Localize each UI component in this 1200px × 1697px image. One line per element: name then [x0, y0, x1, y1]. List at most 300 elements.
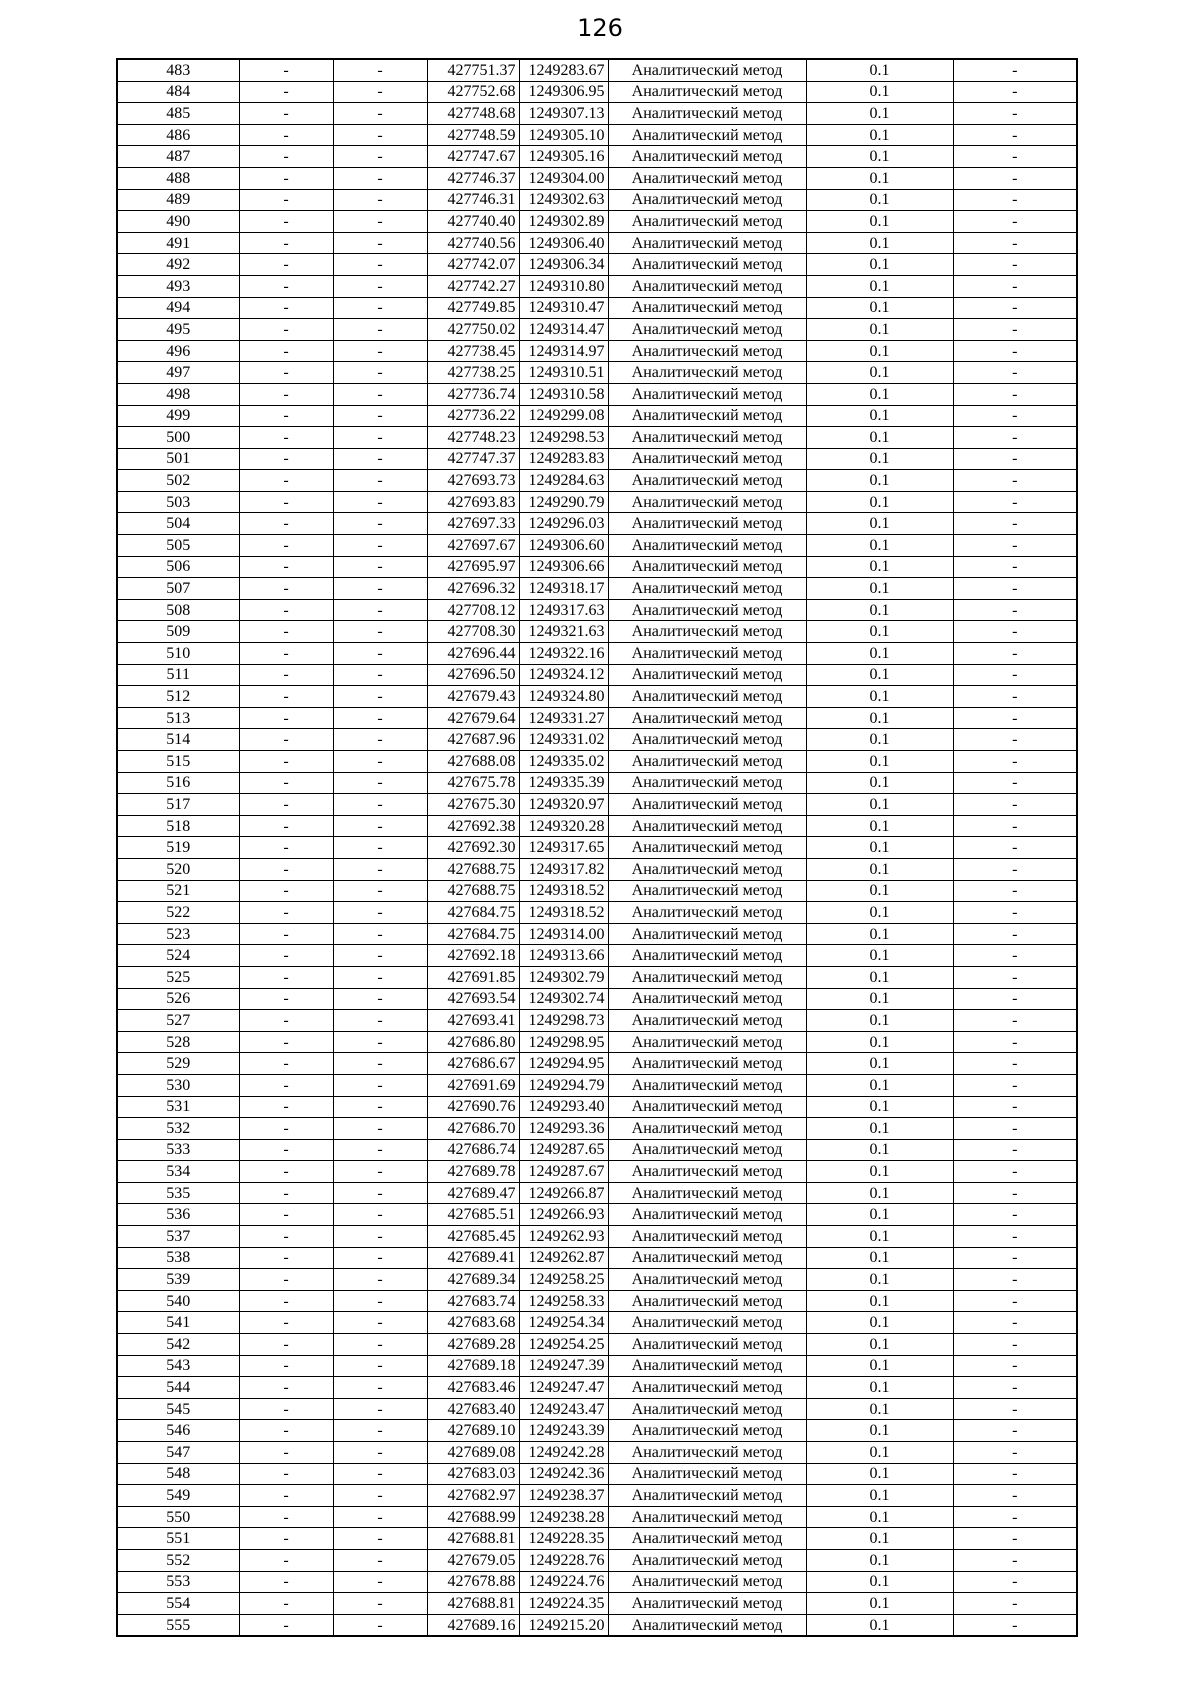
dash-cell-c: - — [953, 340, 1077, 362]
x-coordinate-cell: 427683.03 — [427, 1463, 519, 1485]
dash-cell-a: - — [239, 383, 333, 405]
dash-cell-b: - — [333, 815, 427, 837]
y-coordinate-cell: 1249306.60 — [519, 535, 608, 557]
x-coordinate-cell: 427691.69 — [427, 1074, 519, 1096]
point-number-cell: 512 — [117, 686, 239, 708]
accuracy-cell: 0.1 — [806, 902, 953, 924]
table-row — [117, 837, 1077, 859]
table-row — [117, 362, 1077, 384]
dash-cell-a: - — [239, 1377, 333, 1399]
y-coordinate-cell: 1249299.08 — [519, 405, 608, 427]
x-coordinate-cell: 427750.02 — [427, 319, 519, 341]
dash-cell-b: - — [333, 794, 427, 816]
dash-cell-c: - — [953, 1139, 1077, 1161]
point-number-cell: 541 — [117, 1312, 239, 1334]
dash-cell-c: - — [953, 1377, 1077, 1399]
point-number-cell: 497 — [117, 362, 239, 384]
accuracy-cell: 0.1 — [806, 124, 953, 146]
point-number-cell: 489 — [117, 189, 239, 211]
point-number-cell: 538 — [117, 1247, 239, 1269]
dash-cell-b: - — [333, 1593, 427, 1615]
x-coordinate-cell: 427687.96 — [427, 729, 519, 751]
y-coordinate-cell: 1249254.34 — [519, 1312, 608, 1334]
dash-cell-c: - — [953, 470, 1077, 492]
dash-cell-a: - — [239, 686, 333, 708]
dash-cell-c: - — [953, 1290, 1077, 1312]
accuracy-cell: 0.1 — [806, 707, 953, 729]
table-row — [117, 578, 1077, 600]
dash-cell-b: - — [333, 1377, 427, 1399]
accuracy-cell: 0.1 — [806, 535, 953, 557]
dash-cell-b: - — [333, 1398, 427, 1420]
dash-cell-c: - — [953, 1247, 1077, 1269]
method-cell: Аналитический метод — [608, 383, 806, 405]
x-coordinate-cell: 427696.44 — [427, 643, 519, 665]
table-row — [117, 1485, 1077, 1507]
table-row — [117, 729, 1077, 751]
y-coordinate-cell: 1249322.16 — [519, 643, 608, 665]
y-coordinate-cell: 1249314.47 — [519, 319, 608, 341]
dash-cell-a: - — [239, 1485, 333, 1507]
accuracy-cell: 0.1 — [806, 1463, 953, 1485]
dash-cell-a: - — [239, 837, 333, 859]
dash-cell-c: - — [953, 1182, 1077, 1204]
dash-cell-b: - — [333, 621, 427, 643]
x-coordinate-cell: 427689.18 — [427, 1355, 519, 1377]
y-coordinate-cell: 1249262.93 — [519, 1226, 608, 1248]
dash-cell-c: - — [953, 729, 1077, 751]
table-row — [117, 1549, 1077, 1571]
accuracy-cell: 0.1 — [806, 1074, 953, 1096]
accuracy-cell: 0.1 — [806, 815, 953, 837]
point-number-cell: 531 — [117, 1096, 239, 1118]
accuracy-cell: 0.1 — [806, 1161, 953, 1183]
table-row — [117, 1290, 1077, 1312]
point-number-cell: 526 — [117, 988, 239, 1010]
table-row — [117, 1442, 1077, 1464]
dash-cell-c: - — [953, 383, 1077, 405]
y-coordinate-cell: 1249238.28 — [519, 1506, 608, 1528]
dash-cell-c: - — [953, 707, 1077, 729]
dash-cell-b: - — [333, 340, 427, 362]
point-number-cell: 551 — [117, 1528, 239, 1550]
x-coordinate-cell: 427684.75 — [427, 923, 519, 945]
method-cell: Аналитический метод — [608, 751, 806, 773]
y-coordinate-cell: 1249298.53 — [519, 427, 608, 449]
method-cell: Аналитический метод — [608, 729, 806, 751]
accuracy-cell: 0.1 — [806, 59, 953, 81]
y-coordinate-cell: 1249238.37 — [519, 1485, 608, 1507]
point-number-cell: 483 — [117, 59, 239, 81]
method-cell: Аналитический метод — [608, 189, 806, 211]
method-cell: Аналитический метод — [608, 405, 806, 427]
dash-cell-a: - — [239, 189, 333, 211]
dash-cell-c: - — [953, 1204, 1077, 1226]
accuracy-cell: 0.1 — [806, 427, 953, 449]
dash-cell-a: - — [239, 945, 333, 967]
x-coordinate-cell: 427748.68 — [427, 103, 519, 125]
point-number-cell: 537 — [117, 1226, 239, 1248]
x-coordinate-cell: 427678.88 — [427, 1571, 519, 1593]
point-number-cell: 511 — [117, 664, 239, 686]
y-coordinate-cell: 1249294.95 — [519, 1053, 608, 1075]
point-number-cell: 516 — [117, 772, 239, 794]
method-cell: Аналитический метод — [608, 643, 806, 665]
dash-cell-c: - — [953, 232, 1077, 254]
x-coordinate-cell: 427749.85 — [427, 297, 519, 319]
dash-cell-a: - — [239, 621, 333, 643]
dash-cell-a: - — [239, 923, 333, 945]
y-coordinate-cell: 1249258.33 — [519, 1290, 608, 1312]
dash-cell-a: - — [239, 297, 333, 319]
point-number-cell: 520 — [117, 858, 239, 880]
accuracy-cell: 0.1 — [806, 794, 953, 816]
y-coordinate-cell: 1249243.39 — [519, 1420, 608, 1442]
dash-cell-a: - — [239, 902, 333, 924]
table-row — [117, 1204, 1077, 1226]
dash-cell-a: - — [239, 1226, 333, 1248]
x-coordinate-cell: 427693.54 — [427, 988, 519, 1010]
accuracy-cell: 0.1 — [806, 491, 953, 513]
table-row — [117, 1182, 1077, 1204]
table-row — [117, 254, 1077, 276]
accuracy-cell: 0.1 — [806, 1334, 953, 1356]
dash-cell-c: - — [953, 923, 1077, 945]
accuracy-cell: 0.1 — [806, 513, 953, 535]
dash-cell-b: - — [333, 189, 427, 211]
x-coordinate-cell: 427696.50 — [427, 664, 519, 686]
table-row — [117, 189, 1077, 211]
y-coordinate-cell: 1249287.65 — [519, 1139, 608, 1161]
dash-cell-a: - — [239, 1312, 333, 1334]
accuracy-cell: 0.1 — [806, 988, 953, 1010]
accuracy-cell: 0.1 — [806, 405, 953, 427]
dash-cell-c: - — [953, 1334, 1077, 1356]
dash-cell-b: - — [333, 1139, 427, 1161]
dash-cell-c: - — [953, 1420, 1077, 1442]
dash-cell-b: - — [333, 1204, 427, 1226]
accuracy-cell: 0.1 — [806, 599, 953, 621]
table-row — [117, 1226, 1077, 1248]
point-number-cell: 547 — [117, 1442, 239, 1464]
accuracy-cell: 0.1 — [806, 1269, 953, 1291]
x-coordinate-cell: 427683.68 — [427, 1312, 519, 1334]
method-cell: Аналитический метод — [608, 1377, 806, 1399]
y-coordinate-cell: 1249302.63 — [519, 189, 608, 211]
y-coordinate-cell: 1249215.20 — [519, 1614, 608, 1636]
dash-cell-b: - — [333, 599, 427, 621]
dash-cell-c: - — [953, 1463, 1077, 1485]
dash-cell-a: - — [239, 1118, 333, 1140]
accuracy-cell: 0.1 — [806, 1290, 953, 1312]
dash-cell-b: - — [333, 880, 427, 902]
point-number-cell: 519 — [117, 837, 239, 859]
point-number-cell: 528 — [117, 1031, 239, 1053]
method-cell: Аналитический метод — [608, 167, 806, 189]
dash-cell-b: - — [333, 945, 427, 967]
accuracy-cell: 0.1 — [806, 1571, 953, 1593]
point-number-cell: 529 — [117, 1053, 239, 1075]
y-coordinate-cell: 1249302.79 — [519, 966, 608, 988]
dash-cell-b: - — [333, 1010, 427, 1032]
point-number-cell: 502 — [117, 470, 239, 492]
dash-cell-a: - — [239, 815, 333, 837]
dash-cell-b: - — [333, 167, 427, 189]
accuracy-cell: 0.1 — [806, 966, 953, 988]
accuracy-cell: 0.1 — [806, 945, 953, 967]
dash-cell-b: - — [333, 1355, 427, 1377]
x-coordinate-cell: 427692.18 — [427, 945, 519, 967]
dash-cell-b: - — [333, 858, 427, 880]
method-cell: Аналитический метод — [608, 362, 806, 384]
table-row — [117, 966, 1077, 988]
dash-cell-a: - — [239, 59, 333, 81]
dash-cell-c: - — [953, 556, 1077, 578]
dash-cell-c: - — [953, 1485, 1077, 1507]
point-number-cell: 510 — [117, 643, 239, 665]
dash-cell-c: - — [953, 1226, 1077, 1248]
y-coordinate-cell: 1249318.17 — [519, 578, 608, 600]
dash-cell-a: - — [239, 1053, 333, 1075]
y-coordinate-cell: 1249228.35 — [519, 1528, 608, 1550]
method-cell: Аналитический метод — [608, 1269, 806, 1291]
point-number-cell: 543 — [117, 1355, 239, 1377]
point-number-cell: 507 — [117, 578, 239, 600]
x-coordinate-cell: 427689.10 — [427, 1420, 519, 1442]
table-row — [117, 1614, 1077, 1636]
y-coordinate-cell: 1249298.95 — [519, 1031, 608, 1053]
table-row — [117, 275, 1077, 297]
table-body — [117, 59, 1077, 1636]
method-cell: Аналитический метод — [608, 319, 806, 341]
table-row — [117, 599, 1077, 621]
coordinates-table — [116, 58, 1078, 1637]
y-coordinate-cell: 1249258.25 — [519, 1269, 608, 1291]
y-coordinate-cell: 1249228.76 — [519, 1549, 608, 1571]
x-coordinate-cell: 427708.30 — [427, 621, 519, 643]
point-number-cell: 552 — [117, 1549, 239, 1571]
dash-cell-b: - — [333, 751, 427, 773]
method-cell: Аналитический метод — [608, 1485, 806, 1507]
table-row — [117, 1571, 1077, 1593]
dash-cell-c: - — [953, 1010, 1077, 1032]
dash-cell-b: - — [333, 1442, 427, 1464]
accuracy-cell: 0.1 — [806, 1442, 953, 1464]
table-row — [117, 340, 1077, 362]
y-coordinate-cell: 1249318.52 — [519, 880, 608, 902]
dash-cell-b: - — [333, 535, 427, 557]
dash-cell-b: - — [333, 1420, 427, 1442]
y-coordinate-cell: 1249242.28 — [519, 1442, 608, 1464]
x-coordinate-cell: 427697.67 — [427, 535, 519, 557]
y-coordinate-cell: 1249296.03 — [519, 513, 608, 535]
accuracy-cell: 0.1 — [806, 254, 953, 276]
dash-cell-b: - — [333, 1226, 427, 1248]
accuracy-cell: 0.1 — [806, 362, 953, 384]
y-coordinate-cell: 1249306.95 — [519, 81, 608, 103]
method-cell: Аналитический метод — [608, 1204, 806, 1226]
accuracy-cell: 0.1 — [806, 923, 953, 945]
dash-cell-b: - — [333, 1074, 427, 1096]
accuracy-cell: 0.1 — [806, 1506, 953, 1528]
method-cell: Аналитический метод — [608, 211, 806, 233]
dash-cell-a: - — [239, 1031, 333, 1053]
method-cell: Аналитический метод — [608, 1031, 806, 1053]
dash-cell-b: - — [333, 81, 427, 103]
y-coordinate-cell: 1249224.76 — [519, 1571, 608, 1593]
method-cell: Аналитический метод — [608, 1463, 806, 1485]
x-coordinate-cell: 427696.32 — [427, 578, 519, 600]
y-coordinate-cell: 1249317.63 — [519, 599, 608, 621]
accuracy-cell: 0.1 — [806, 1139, 953, 1161]
dash-cell-c: - — [953, 794, 1077, 816]
dash-cell-a: - — [239, 513, 333, 535]
point-number-cell: 554 — [117, 1593, 239, 1615]
accuracy-cell: 0.1 — [806, 1204, 953, 1226]
y-coordinate-cell: 1249321.63 — [519, 621, 608, 643]
dash-cell-a: - — [239, 1571, 333, 1593]
dash-cell-c: - — [953, 1118, 1077, 1140]
accuracy-cell: 0.1 — [806, 1118, 953, 1140]
point-number-cell: 513 — [117, 707, 239, 729]
accuracy-cell: 0.1 — [806, 621, 953, 643]
point-number-cell: 485 — [117, 103, 239, 125]
point-number-cell: 500 — [117, 427, 239, 449]
table-row — [117, 1139, 1077, 1161]
accuracy-cell: 0.1 — [806, 578, 953, 600]
accuracy-cell: 0.1 — [806, 297, 953, 319]
table-row — [117, 1074, 1077, 1096]
dash-cell-a: - — [239, 1398, 333, 1420]
point-number-cell: 484 — [117, 81, 239, 103]
method-cell: Аналитический метод — [608, 470, 806, 492]
dash-cell-c: - — [953, 966, 1077, 988]
table-row — [117, 1269, 1077, 1291]
dash-cell-a: - — [239, 340, 333, 362]
x-coordinate-cell: 427746.37 — [427, 167, 519, 189]
table-row — [117, 988, 1077, 1010]
method-cell: Аналитический метод — [608, 1312, 806, 1334]
method-cell: Аналитический метод — [608, 686, 806, 708]
table-row — [117, 1247, 1077, 1269]
method-cell: Аналитический метод — [608, 81, 806, 103]
table-row — [117, 405, 1077, 427]
point-number-cell: 503 — [117, 491, 239, 513]
method-cell: Аналитический метод — [608, 103, 806, 125]
x-coordinate-cell: 427689.28 — [427, 1334, 519, 1356]
dash-cell-b: - — [333, 966, 427, 988]
accuracy-cell: 0.1 — [806, 1398, 953, 1420]
dash-cell-c: - — [953, 772, 1077, 794]
accuracy-cell: 0.1 — [806, 880, 953, 902]
dash-cell-b: - — [333, 491, 427, 513]
accuracy-cell: 0.1 — [806, 1226, 953, 1248]
accuracy-cell: 0.1 — [806, 189, 953, 211]
accuracy-cell: 0.1 — [806, 1010, 953, 1032]
x-coordinate-cell: 427679.64 — [427, 707, 519, 729]
y-coordinate-cell: 1249266.87 — [519, 1182, 608, 1204]
dash-cell-b: - — [333, 686, 427, 708]
table-row — [117, 1377, 1077, 1399]
accuracy-cell: 0.1 — [806, 103, 953, 125]
dash-cell-a: - — [239, 988, 333, 1010]
method-cell: Аналитический метод — [608, 1053, 806, 1075]
y-coordinate-cell: 1249302.89 — [519, 211, 608, 233]
dash-cell-a: - — [239, 362, 333, 384]
dash-cell-c: - — [953, 1312, 1077, 1334]
x-coordinate-cell: 427675.30 — [427, 794, 519, 816]
dash-cell-c: - — [953, 189, 1077, 211]
y-coordinate-cell: 1249302.74 — [519, 988, 608, 1010]
dash-cell-b: - — [333, 1247, 427, 1269]
method-cell: Аналитический метод — [608, 491, 806, 513]
dash-cell-a: - — [239, 124, 333, 146]
point-number-cell: 533 — [117, 1139, 239, 1161]
x-coordinate-cell: 427683.40 — [427, 1398, 519, 1420]
dash-cell-c: - — [953, 211, 1077, 233]
method-cell: Аналитический метод — [608, 146, 806, 168]
point-number-cell: 523 — [117, 923, 239, 945]
table-row — [117, 319, 1077, 341]
x-coordinate-cell: 427692.30 — [427, 837, 519, 859]
x-coordinate-cell: 427693.41 — [427, 1010, 519, 1032]
y-coordinate-cell: 1249306.40 — [519, 232, 608, 254]
y-coordinate-cell: 1249317.82 — [519, 858, 608, 880]
dash-cell-a: - — [239, 319, 333, 341]
dash-cell-c: - — [953, 1053, 1077, 1075]
dash-cell-a: - — [239, 1506, 333, 1528]
point-number-cell: 499 — [117, 405, 239, 427]
y-coordinate-cell: 1249298.73 — [519, 1010, 608, 1032]
accuracy-cell: 0.1 — [806, 1377, 953, 1399]
dash-cell-b: - — [333, 448, 427, 470]
y-coordinate-cell: 1249290.79 — [519, 491, 608, 513]
x-coordinate-cell: 427689.78 — [427, 1161, 519, 1183]
point-number-cell: 530 — [117, 1074, 239, 1096]
dash-cell-b: - — [333, 211, 427, 233]
y-coordinate-cell: 1249254.25 — [519, 1334, 608, 1356]
method-cell: Аналитический метод — [608, 232, 806, 254]
y-coordinate-cell: 1249266.93 — [519, 1204, 608, 1226]
dash-cell-c: - — [953, 275, 1077, 297]
dash-cell-b: - — [333, 707, 427, 729]
method-cell: Аналитический метод — [608, 988, 806, 1010]
method-cell: Аналитический метод — [608, 945, 806, 967]
dash-cell-c: - — [953, 146, 1077, 168]
table-row — [117, 211, 1077, 233]
point-number-cell: 546 — [117, 1420, 239, 1442]
table-row — [117, 59, 1077, 81]
y-coordinate-cell: 1249320.28 — [519, 815, 608, 837]
method-cell: Аналитический метод — [608, 340, 806, 362]
accuracy-cell: 0.1 — [806, 470, 953, 492]
method-cell: Аналитический метод — [608, 297, 806, 319]
dash-cell-c: - — [953, 751, 1077, 773]
dash-cell-b: - — [333, 470, 427, 492]
point-number-cell: 494 — [117, 297, 239, 319]
dash-cell-a: - — [239, 103, 333, 125]
accuracy-cell: 0.1 — [806, 686, 953, 708]
method-cell: Аналитический метод — [608, 1355, 806, 1377]
table-row — [117, 880, 1077, 902]
table-row — [117, 1053, 1077, 1075]
method-cell: Аналитический метод — [608, 1334, 806, 1356]
y-coordinate-cell: 1249242.36 — [519, 1463, 608, 1485]
dash-cell-a: - — [239, 772, 333, 794]
dash-cell-c: - — [953, 1442, 1077, 1464]
dash-cell-c: - — [953, 59, 1077, 81]
point-number-cell: 491 — [117, 232, 239, 254]
